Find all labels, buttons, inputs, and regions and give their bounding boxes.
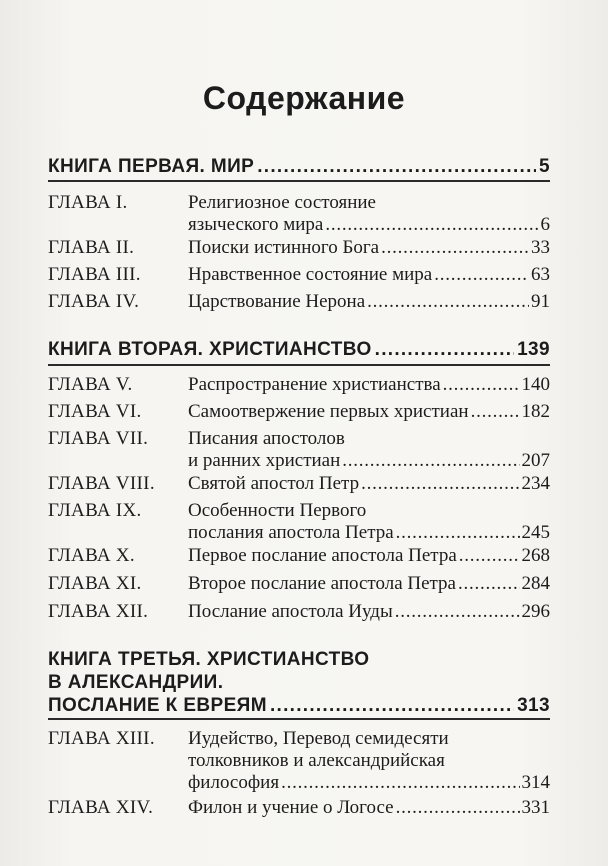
book-heading-3	[48, 648, 550, 717]
chapter-page-number: 245	[521, 522, 550, 543]
chapter-title-line: Иудейство, Перевод семидесяти	[188, 728, 449, 749]
book-title-line: В АЛЕКСАНДРИИ.	[48, 672, 224, 693]
book-heading-2	[48, 338, 550, 361]
book-heading-1	[48, 155, 550, 178]
chapter-title-line: Послание апостола Иуды	[188, 601, 393, 622]
chapter-label: ГЛАВА IV.	[48, 291, 140, 312]
chapter-page-number: 91	[531, 291, 550, 312]
chapter-page-number: 207	[521, 450, 550, 471]
page-title: Содержание	[202, 80, 406, 116]
chapter-title-line: толковников и александрийская	[188, 750, 445, 771]
chapter-label: ГЛАВА II.	[48, 237, 135, 258]
chapter-page-number: 6	[540, 214, 550, 235]
dot-leader	[375, 338, 514, 361]
chapter-title-line: Филон и учение о Логосе	[188, 797, 394, 818]
chapter-page-number: 268	[521, 545, 550, 566]
chapter-title-line: Самоотвержение первых христиан	[188, 401, 469, 422]
section-rule	[48, 364, 550, 366]
chapter-title-line: и ранних христиан	[188, 450, 341, 471]
dot-leader	[381, 237, 529, 259]
chapter-title-line: Первое послание апостола Петра	[188, 545, 457, 566]
book-title-line: КНИГА ТРЕТЬЯ. ХРИСТИАНСТВО	[48, 649, 370, 670]
dot-leader	[458, 573, 520, 595]
chapter-title-line: языческого мира	[188, 214, 324, 235]
book-title-line: КНИГА ПЕРВАЯ. МИР	[48, 156, 255, 177]
chapter-label: ГЛАВА IX.	[48, 500, 142, 521]
chapter-label: ГЛАВА VIII.	[48, 473, 155, 494]
chapter-title-line: Особенности Первого	[188, 500, 367, 521]
chapter-title-line: Святой апостол Петр	[188, 473, 360, 494]
chapter-label: ГЛАВА III.	[48, 264, 141, 285]
chapter-title-line: Второе послание апостола Петра	[188, 573, 456, 594]
chapter-page-number: 284	[521, 573, 550, 594]
chapter-title-line: послания апостола Петра	[188, 522, 394, 543]
chapter-page-number: 296	[521, 601, 550, 622]
chapter-label: ГЛАВА XIII.	[48, 728, 155, 749]
book-page-number: 313	[517, 695, 550, 716]
dot-leader	[257, 155, 536, 178]
book-title-line: КНИГА ВТОРАЯ. ХРИСТИАНСТВО	[48, 339, 372, 360]
dot-leader	[361, 473, 519, 495]
chapter-title-line: философия	[188, 772, 280, 793]
chapter-title-line: Распространение христианства	[188, 374, 441, 395]
chapter-label: ГЛАВА V.	[48, 374, 133, 395]
dot-leader	[471, 401, 520, 423]
chapter-title-line: Царствование Нерона	[188, 291, 366, 312]
section-rule	[48, 718, 550, 720]
dot-leader	[325, 214, 538, 236]
dot-leader	[342, 450, 519, 472]
dot-leader	[395, 601, 520, 623]
chapter-page-number: 33	[531, 237, 550, 258]
chapter-label: ГЛАВА I.	[48, 192, 128, 213]
chapter-page-number: 331	[521, 797, 550, 818]
dot-leader	[443, 374, 520, 396]
chapter-label: ГЛАВА X.	[48, 545, 135, 566]
chapter-label: ГЛАВА XI.	[48, 573, 142, 594]
chapter-page-number: 140	[521, 374, 550, 395]
chapter-page-number: 314	[521, 772, 550, 793]
chapter-label: ГЛАВА XIV.	[48, 797, 154, 818]
chapter-title-line: Религиозное состояние	[188, 192, 376, 213]
chapter-title-line: Писания апостолов	[188, 428, 345, 449]
dot-leader	[459, 545, 520, 567]
chapter-page-number: 63	[531, 264, 550, 285]
dot-leader	[270, 694, 514, 717]
book-title-line: ПОСЛАНИЕ К ЕВРЕЯМ	[48, 695, 267, 716]
dot-leader	[396, 522, 520, 544]
chapter-page-number: 234	[521, 473, 550, 494]
chapter-title-line: Нравственное состояние мира	[188, 264, 433, 285]
chapter-label: ГЛАВА XII.	[48, 601, 149, 622]
chapter-title-line: Поиски истинного Бога	[188, 237, 380, 258]
chapter-page-number: 182	[521, 401, 550, 422]
dot-leader	[434, 264, 529, 286]
section-rule	[48, 180, 550, 182]
dot-leader	[396, 797, 520, 819]
chapter-label: ГЛАВА VII.	[48, 428, 149, 449]
dot-leader	[281, 772, 519, 794]
dot-leader	[367, 291, 529, 313]
book-page-number: 139	[517, 339, 550, 360]
chapter-label: ГЛАВА VI.	[48, 401, 142, 422]
book-page-number: 5	[539, 156, 550, 177]
